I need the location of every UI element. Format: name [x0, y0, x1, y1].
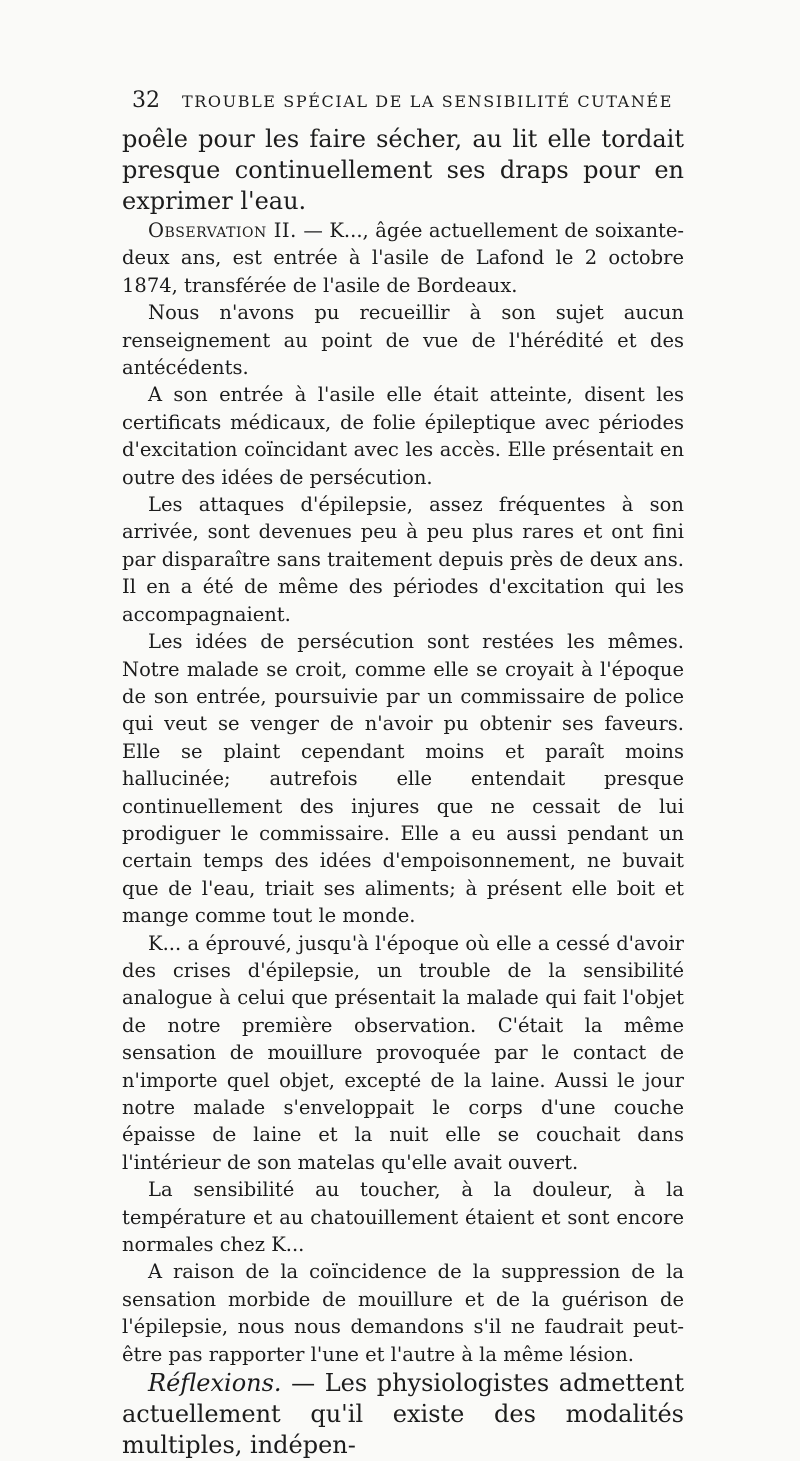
paragraph-sensibility: La sensibilité au toucher, à la douleur, à la température et au chatouillement étaient et sont encore normales chez K... — [122, 1178, 684, 1257]
page-header — [132, 88, 684, 113]
paragraph-continuation: poêle pour les faire sécher, au lit elle tordait presque continuellement ses draps pour en exprimer l'eau. — [122, 125, 684, 215]
paragraph-epilepsy-attacks: Les attaques d'épilepsie, assez fréquentes à son arrivée, sont devenues peu à peu plus rares et ont fini par disparaître sans traitement depuis près de deux ans. Il en a été de même des périodes d'excitation qui les accompagnaient. — [122, 493, 684, 626]
observation-text: — K..., âgée actuellement de soixante-deux ans, est entrée à l'asile de Lafond le 2 octobre 1874, transférée de l'asile de Bordeaux. — [122, 219, 684, 297]
page-number: 32 — [132, 88, 160, 113]
paragraph-coincidence: A raison de la coïncidence de la suppression de la sensation morbide de mouillure et de la guérison de l'épilepsie, nous nous demandons s'il ne faudrait peut-être pas rapporter l'une et l'autre à la même lésion. — [122, 1260, 684, 1366]
reflexions-text: — Les physiologistes admettent actuellement qu'il existe des modalités multiples, indépen- — [122, 1369, 684, 1460]
paragraph-persecution-ideas: Les idées de persécution sont restées les mêmes. Notre malade se croit, comme elle se croyait à l'époque de son entrée, poursuivie par un commissaire de police qui veut se venger de n'avoir pu obtenir ses faveurs. Elle se plaint cependant moins et paraît moins hallucinée; autrefois elle entendait presque continuellement des injures que ne cessait de lui prodiguer le commissaire. Elle a eu aussi pendant un certain temps des idées d'empoisonnement, ne buvait que de l'eau, triait ses aliments; à présent elle boit et mange comme tout le monde. — [122, 630, 684, 928]
reflexions-label: Réflexions. — [148, 1369, 282, 1398]
paragraph-wetness-sensation: K... a éprouvé, jusqu'à l'époque où elle a cessé d'avoir des crises d'épilepsie, un trouble de la sensibilité analogue à celui que présentait la malade qui fait l'objet de notre première observation. C'était la même sensation de mouillure provoquée par le contact de n'importe quel objet, excepté de la laine. Aussi le jour notre malade s'enveloppait le corps d'une couche épaisse de laine et la nuit elle se couchait dans l'intérieur de son matelas qu'elle avait ouvert. — [122, 931, 684, 1174]
paragraph-admission: A son entrée à l'asile elle était atteinte, disent les certificats médicaux, de folie épileptique avec périodes d'excitation coïncidant avec les accès. Elle présentait en outre des idées de persécution. — [122, 383, 684, 489]
running-title: TROUBLE SPÉCIAL DE LA SENSIBILITÉ CUTANÉE — [182, 92, 673, 111]
paragraph-reflexions — [122, 1368, 684, 1461]
paragraph-observation-ii — [122, 217, 684, 299]
paragraph-heredity: Nous n'avons pu recueillir à son sujet aucun renseignement au point de vue de l'hérédité et des antécédents. — [122, 301, 684, 380]
observation-label: Observation II. — [148, 219, 297, 242]
body-text — [122, 124, 684, 1461]
